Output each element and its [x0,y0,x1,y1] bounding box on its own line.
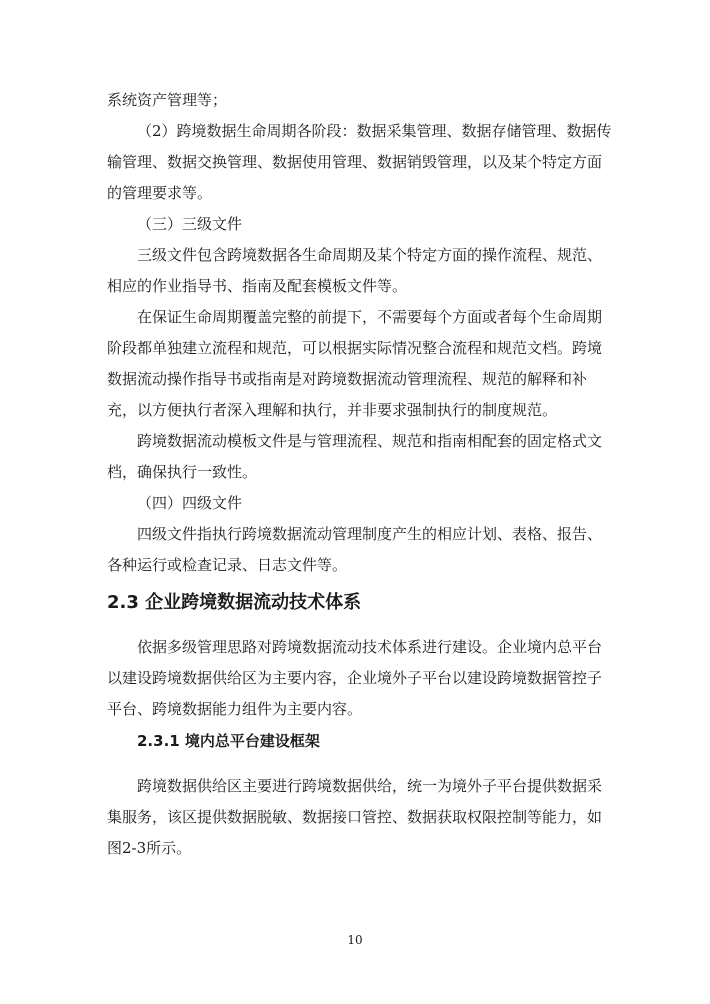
list-heading-four: （四）四级文件 [137,494,243,512]
text-line: 跨境数据供给区主要进行跨境数据供给，统一为境外子平台提供数据采 [137,777,603,795]
subsection-heading: 2.3.1 境内总平台建设框架 [137,732,320,750]
text-line: 图2-3所示。 [107,839,192,857]
text-line: （2）跨境数据生命周期各阶段：数据采集管理、数据存储管理、数据传 [137,122,612,140]
text-line: 输管理、数据交换管理、数据使用管理、数据销毁管理，以及某个特定方面 [107,153,603,171]
list-heading-three: （三）三级文件 [137,215,243,233]
text-line: 三级文件包含跨境数据各生命周期及某个特定方面的操作流程、规范、 [137,246,603,264]
text-line: 以建设跨境数据供给区为主要内容，企业境外子平台以建设跨境数据管控子 [107,669,603,687]
text-line: 各种运行或检查记录、日志文件等。 [107,556,348,574]
text-line: 充，以方便执行者深入理解和执行，并非要求强制执行的制度规范。 [107,401,558,419]
text-line: 四级文件指执行跨境数据流动管理制度产生的相应计划、表格、报告、 [137,525,603,543]
page-number: 10 [347,933,363,947]
text-line: 跨境数据流动模板文件是与管理流程、规范和指南相配套的固定格式文 [137,432,603,450]
text-line: 平台、跨境数据能力组件为主要内容。 [107,700,363,718]
text-line: 档，确保执行一致性。 [107,463,258,481]
text-line: 相应的作业指导书、指南及配套模板文件等。 [107,277,408,295]
text-line: 在保证生命周期覆盖完整的前提下，不需要每个方面或者每个生命周期 [137,308,603,326]
text-line: 系统资产管理等； [107,91,228,109]
text-line: 阶段都单独建立流程和规范，可以根据实际情况整合流程和规范文档。跨境 [107,339,603,357]
text-line: 数据流动操作指导书或指南是对跨境数据流动管理流程、规范的解释和补 [107,370,588,388]
text-line: 依据多级管理思路对跨境数据流动技术体系进行建设。企业境内总平台 [137,638,603,656]
text-line: 集服务，该区提供数据脱敏、数据接口管控、数据获取权限控制等能力，如 [107,808,603,826]
text-line: 的管理要求等。 [107,184,213,202]
section-heading: 2.3 企业跨境数据流动技术体系 [107,592,362,613]
